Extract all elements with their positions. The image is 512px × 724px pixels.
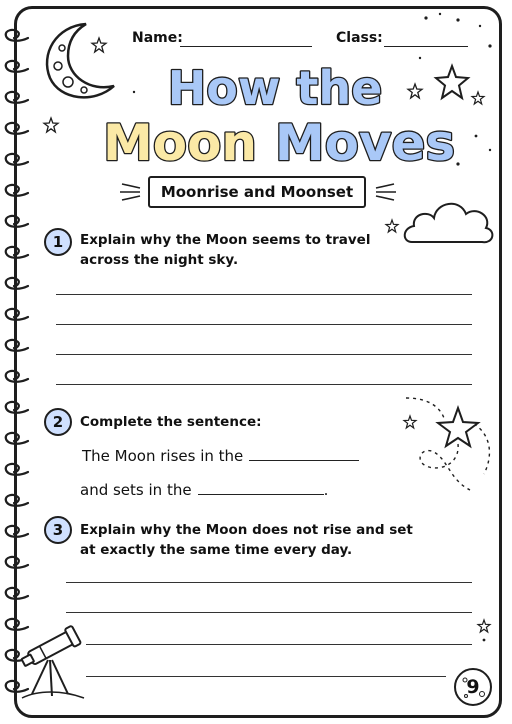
answer-line[interactable]	[56, 384, 472, 385]
worksheet-title	[80, 56, 460, 176]
shooting-star-icon	[400, 394, 500, 498]
class-label: Class:	[336, 30, 383, 46]
page-number: 9	[466, 676, 480, 698]
name-label: Name:	[132, 30, 183, 46]
sentence-moonrise	[82, 446, 359, 465]
question-2-text: Complete the sentence:	[80, 414, 262, 430]
question-3-text	[80, 520, 413, 560]
question-3-line-2: at exactly the same time every day.	[80, 542, 353, 558]
banner-marks-right	[370, 180, 398, 204]
moonrise-blank[interactable]	[249, 446, 359, 461]
answer-line[interactable]	[56, 324, 472, 325]
question-1-text	[80, 230, 370, 270]
sentence-moonrise-text: The Moon rises in the	[82, 447, 244, 465]
answer-line[interactable]	[56, 354, 472, 355]
sentence-moonset-text: and sets in the	[80, 481, 192, 499]
answer-line[interactable]	[86, 644, 472, 645]
title-word-moves: Moves	[274, 114, 456, 172]
question-2-badge: 2	[44, 408, 72, 436]
title-word-moon: Moon	[102, 114, 258, 172]
question-1-badge: 1	[44, 228, 72, 256]
question-1-line-2: across the night sky.	[80, 252, 239, 268]
answer-line[interactable]	[66, 612, 472, 613]
sentence-moonset-end: .	[323, 481, 329, 499]
title-line-1: How the	[167, 61, 383, 115]
sentence-moonset	[80, 480, 328, 499]
moon-planet-icon	[456, 670, 490, 704]
telescope-icon	[18, 618, 88, 700]
question-1-line-1: Explain why the Moon seems to travel	[80, 232, 371, 248]
subtitle-banner: Moonrise and Moonset	[148, 176, 366, 208]
question-3-badge: 3	[44, 516, 72, 544]
cloud-icon	[402, 192, 496, 248]
answer-line[interactable]	[86, 676, 446, 677]
banner-marks-left	[118, 180, 146, 204]
question-3-line-1: Explain why the Moon does not rise and set	[80, 522, 413, 538]
answer-line[interactable]	[66, 582, 472, 583]
answer-line[interactable]	[56, 294, 472, 295]
moonset-blank[interactable]	[198, 480, 324, 495]
